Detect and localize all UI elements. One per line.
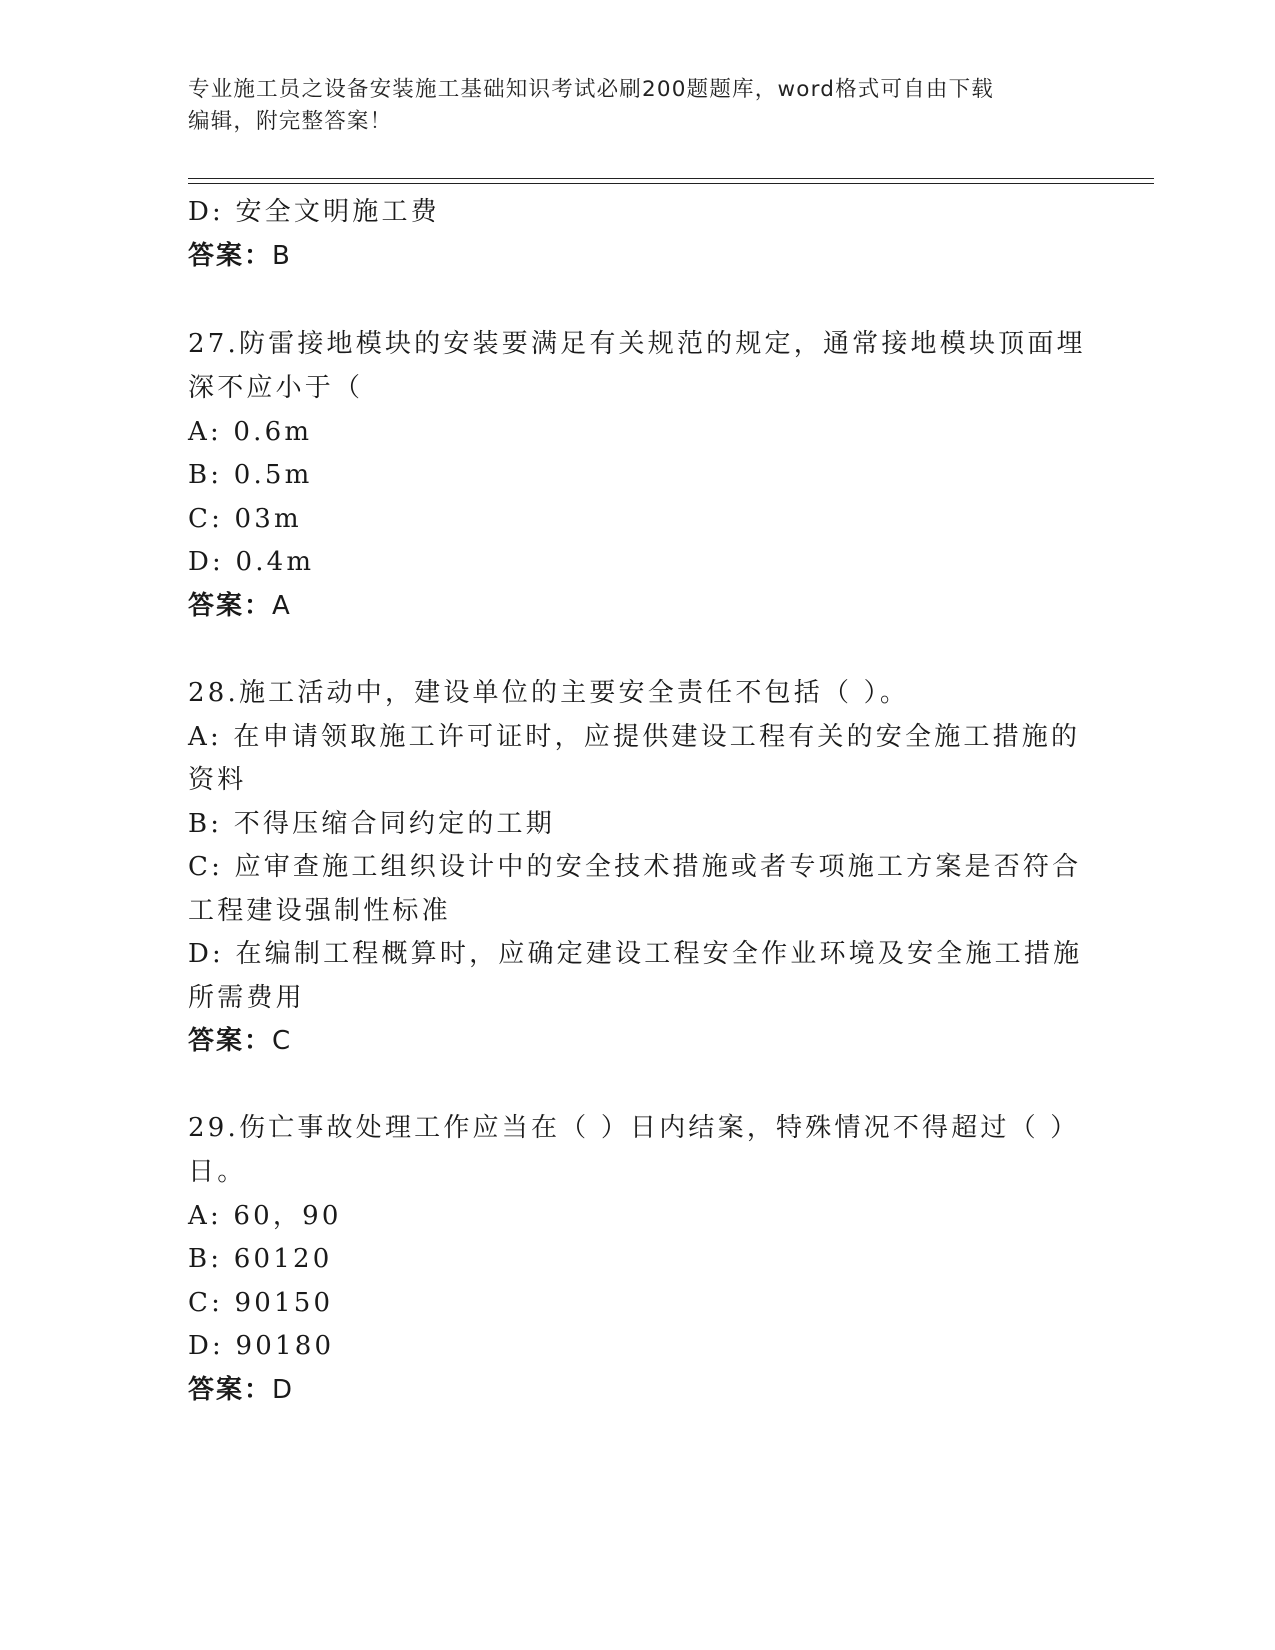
q27-option-b: B: 0.5m	[188, 460, 313, 490]
q29-option-a: A: 60，90	[188, 1201, 342, 1231]
q27-option-c: C: 03m	[188, 504, 302, 534]
q29-answer-value: D	[272, 1375, 295, 1405]
q28-answer-value: C	[272, 1026, 293, 1056]
header-line-1: 专业施工员之设备安装施工基础知识考试必刷200题题库，word格式可自由下载	[188, 77, 994, 102]
document-header	[188, 74, 1088, 138]
q29-answer-label: 答案：	[188, 1375, 273, 1405]
q29-option-b: B: 60120	[188, 1244, 333, 1274]
q27-answer-label: 答案：	[188, 591, 273, 621]
header-rule-top	[188, 178, 1154, 179]
q28-answer	[188, 1023, 1088, 1059]
q28-answer-label: 答案：	[188, 1026, 273, 1056]
q28-option-a-line-2: 资料	[188, 765, 247, 795]
q29-stem-line-1: 29.伤亡事故处理工作应当在（ ）日内结案，特殊情况不得超过（ ）	[188, 1113, 1080, 1143]
q28-option-c-line-1: C: 应审查施工组织设计中的安全技术措施或者专项施工方案是否符合	[188, 852, 1082, 882]
q27-option-d: D: 0.4m	[188, 547, 315, 577]
q28-stem: 28.施工活动中，建设单位的主要安全责任不包括（ ）。	[188, 678, 910, 708]
prev-option-d: D: 安全文明施工费	[188, 197, 440, 227]
q29-stem-line-2: 日。	[188, 1157, 247, 1187]
header-rule-bottom	[188, 183, 1154, 184]
q29-option-c: C: 90150	[188, 1288, 334, 1318]
q27-stem-line-2: 深不应小于（	[188, 373, 364, 403]
prev-answer-label: 答案：	[188, 241, 273, 271]
q28-option-b: B: 不得压缩合同约定的工期	[188, 809, 555, 839]
prev-answer	[188, 238, 1088, 274]
q28-option-a-line-1: A: 在申请领取施工许可证时，应提供建设工程有关的安全施工措施的	[188, 722, 1081, 752]
q28-option-d-line-2: 所需费用	[188, 983, 305, 1013]
q27-answer	[188, 588, 1088, 624]
q27-option-a: A: 0.6m	[188, 417, 313, 447]
prev-answer-value: B	[272, 241, 292, 271]
header-line-2: 编辑，附完整答案！	[188, 109, 393, 134]
q28-option-c-line-2: 工程建设强制性标准	[188, 896, 451, 926]
q29-answer	[188, 1372, 1088, 1408]
q27-answer-value: A	[272, 591, 292, 621]
q27-stem-line-1: 27.防雷接地模块的安装要满足有关规范的规定，通常接地模块顶面埋	[188, 329, 1086, 359]
q29-option-d: D: 90180	[188, 1331, 335, 1361]
q28-option-d-line-1: D: 在编制工程概算时，应确定建设工程安全作业环境及安全施工措施	[188, 939, 1083, 969]
